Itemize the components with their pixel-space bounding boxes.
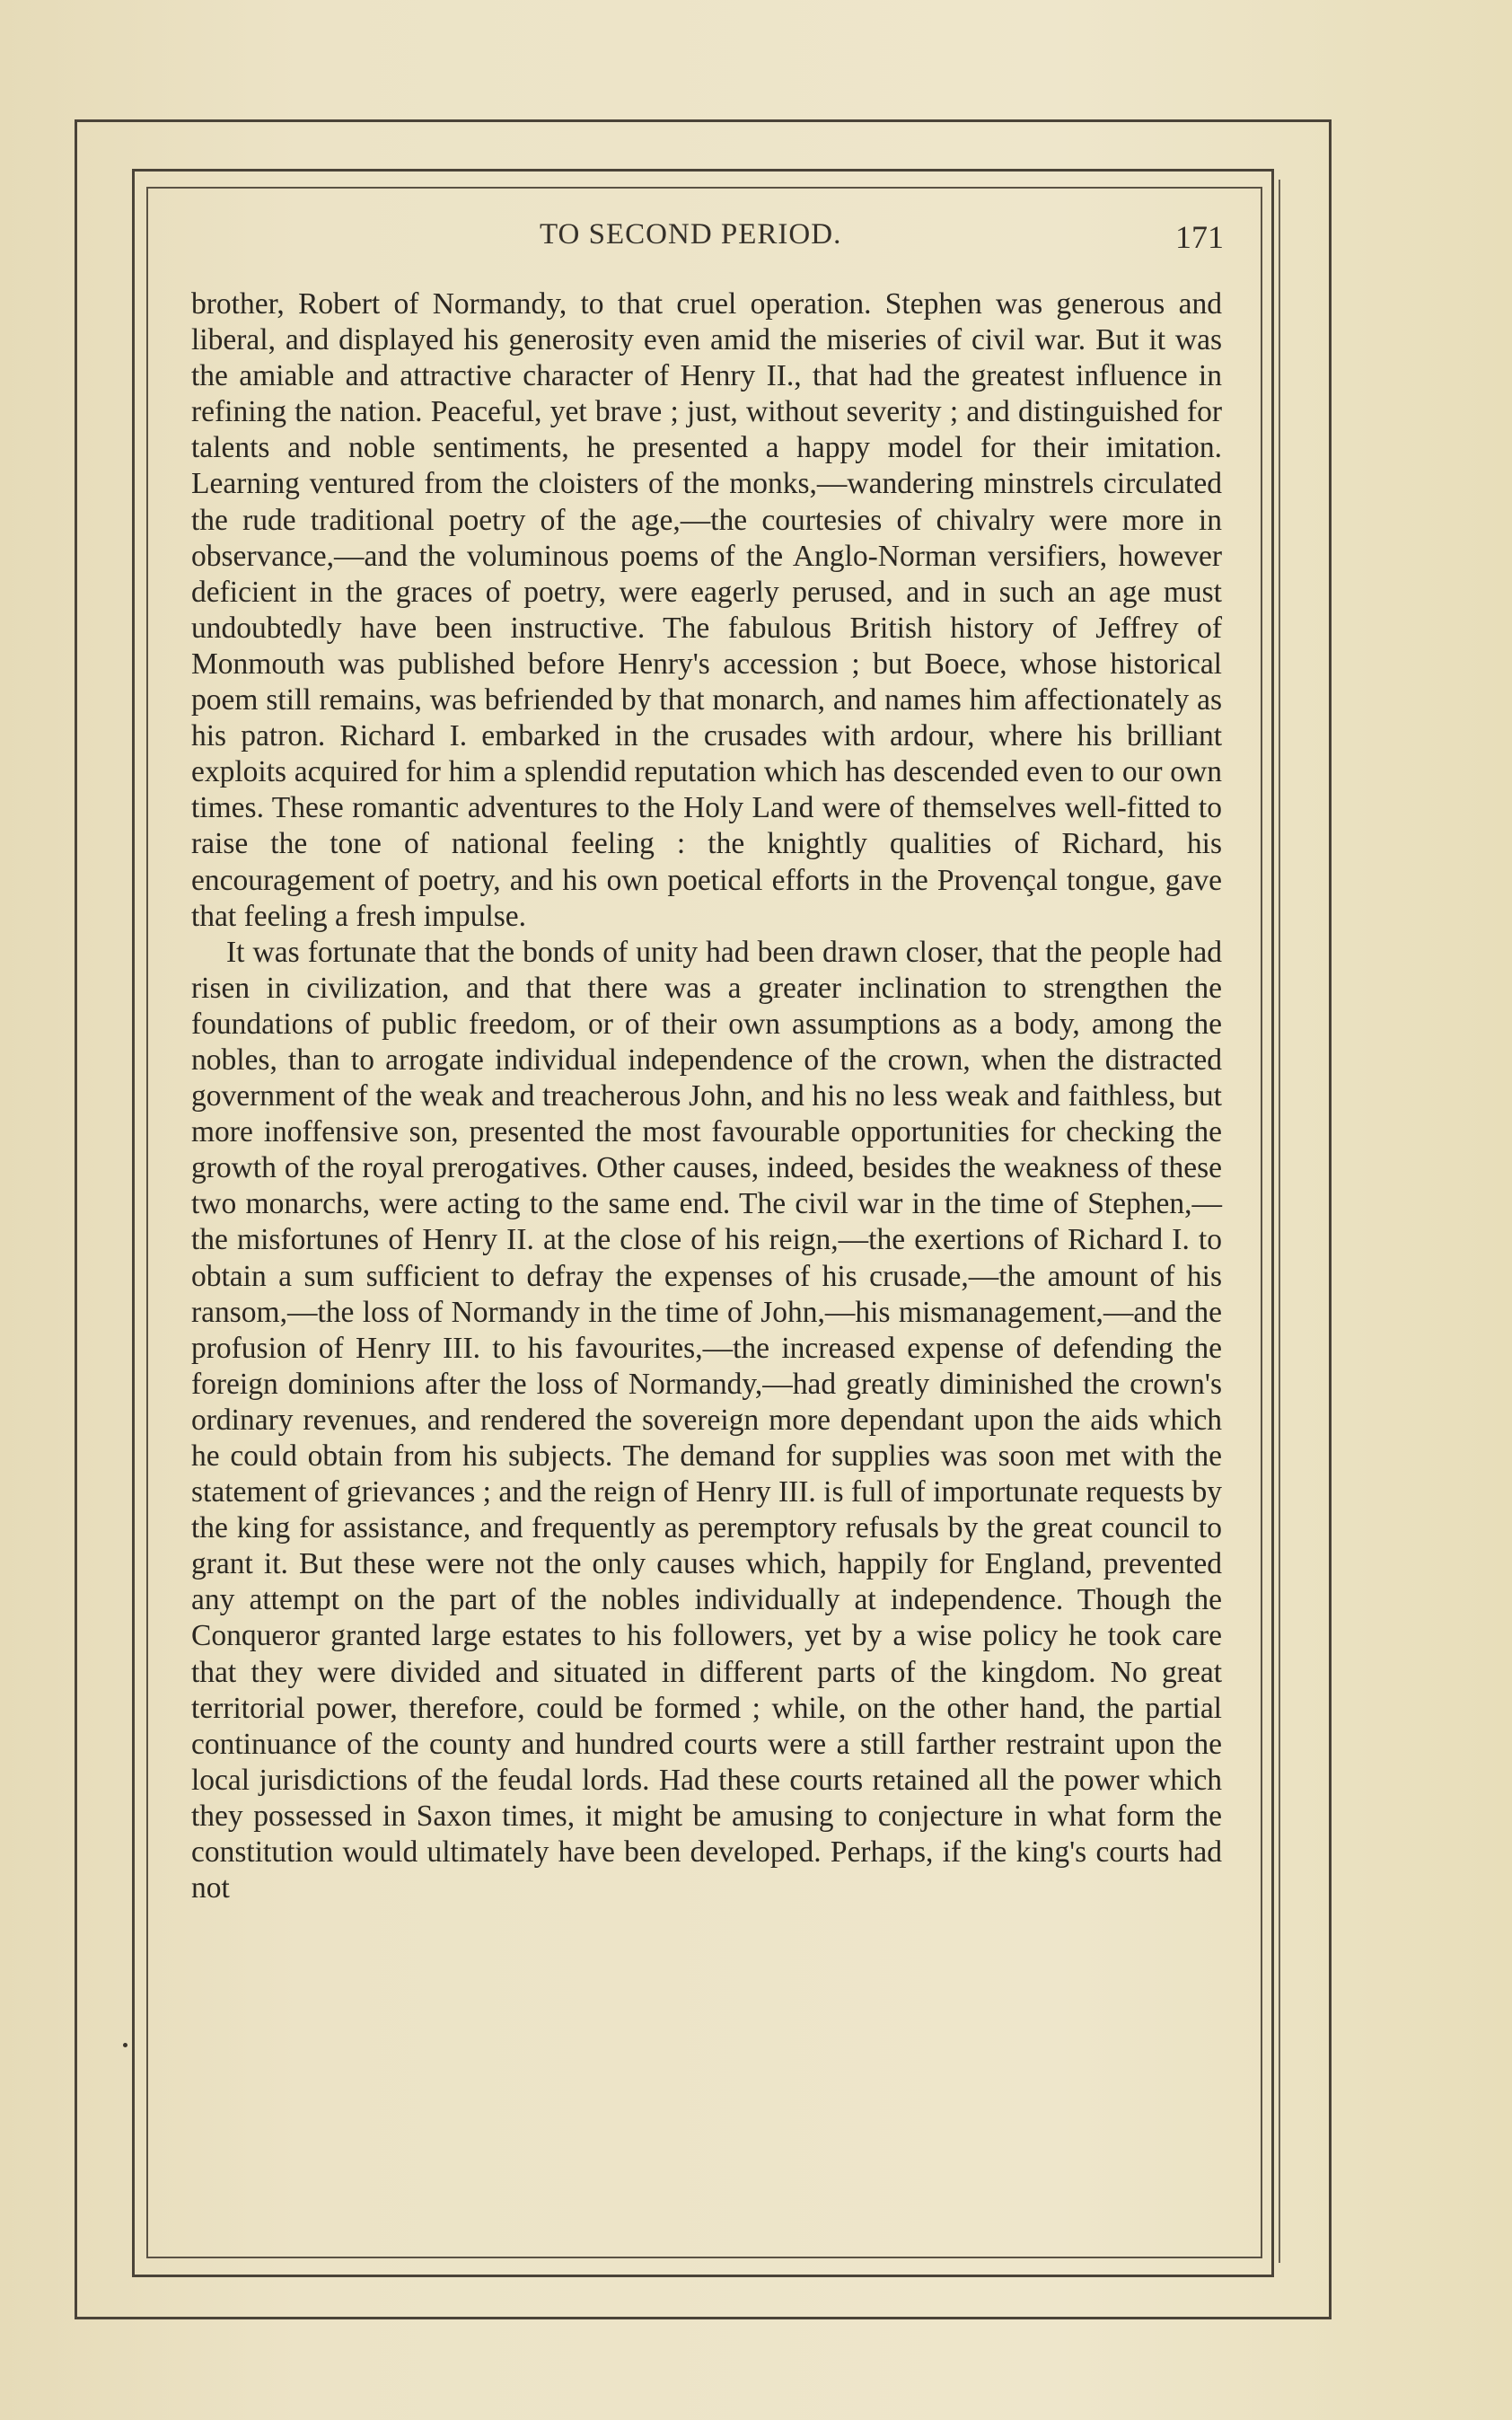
- page-number: 171: [1175, 219, 1224, 255]
- paragraph-continuation: brother, Robert of Normandy, to that cruel operation. Stephen was generous and liberal, and displayed his generosity even amid the miseries of civil war. But it was the amiable and attractive character of Henry II., that had the greatest influence in refining the nation. Peaceful, yet brave ; just, without severity ; and distinguished for talents and noble sentiments, he presented a happy model for their imitation. Learning ventured from the cloisters of the monks,—wandering minstrels circulated the rude traditional poetry of the age,—the courtesies of chivalry were more in observance,—and the voluminous poems of the Anglo-Norman versifiers, however deficient in the graces of poetry, were eagerly perused, and in such an age must undoubtedly have been instructive. The fabulous British history of Jeffrey of Monmouth was published before Henry's accession ; but Boece, whose historical poem still remains, was befriended by that monarch, and names him affectionately as his patron. Richard I. embarked in the crusades with ardour, where his brilliant exploits acquired for him a splendid reputation which has descended even to our own times. These romantic adventures to the Holy Land were of themselves well-fitted to raise the tone of national feeling : the knightly qualities of Richard, his encouragement of poetry, and his own poetical efforts in the Provençal tongue, gave that feeling a fresh impulse.: [191, 287, 1222, 933]
- paragraph: It was fortunate that the bonds of unity had been drawn closer, that the people had risen in civilization, and that there was a greater inclination to strengthen the foundations of public freedom, or of their own assumptions as a body, among the nobles, than to arrogate individual independence of the crown, when the distracted government of the weak and treacherous John, and his no less weak and faithless, but more inoffensive son, presented the most favourable opportunities for checking the growth of the royal prerogatives. Other causes, indeed, besides the weakness of these two monarchs, were acting to the same end. The civil war in the time of Stephen,—the misfortunes of Henry II. at the close of his reign,—the exertions of Richard I. to obtain a sum sufficient to defray the expenses of his crusade,—the amount of his ransom,—the loss of Normandy in the time of John,—his mismanagement,—and the profusion of Henry III. to his favourites,—the increased expense of defending the foreign dominions after the loss of Normandy,—had greatly diminished the crown's ordinary revenues, and rendered the sovereign more dependant upon the aids which he could obtain from his subjects. The demand for supplies was soon met with the statement of grievances ; and the reign of Henry III. is full of importunate requests by the king for assistance, and frequently as peremptory refusals by the great council to grant it. But these were not the only causes which, happily for England, prevented any attempt on the part of the nobles individually at independence. Though the Conqueror granted large estates to his followers, yet by a wise policy he took care that they were divided and situated in different parts of the kingdom. No great territorial power, therefore, could be formed ; while, on the other hand, the partial continuance of the county and hundred courts were a still farther restraint upon the local jurisdictions of the feudal lords. Had these courts retained all the power which they possessed in Saxon times, it might be amusing to conjecture in what form the constitution would ultimately have been developed. Perhaps, if the king's courts had not: [191, 935, 1222, 1905]
- margin-mark: [123, 2043, 127, 2047]
- running-head: TO SECOND PERIOD.: [540, 218, 842, 251]
- page-header: [191, 218, 1224, 263]
- body-text: [191, 286, 1222, 1906]
- right-spine-rule: [1279, 180, 1280, 2263]
